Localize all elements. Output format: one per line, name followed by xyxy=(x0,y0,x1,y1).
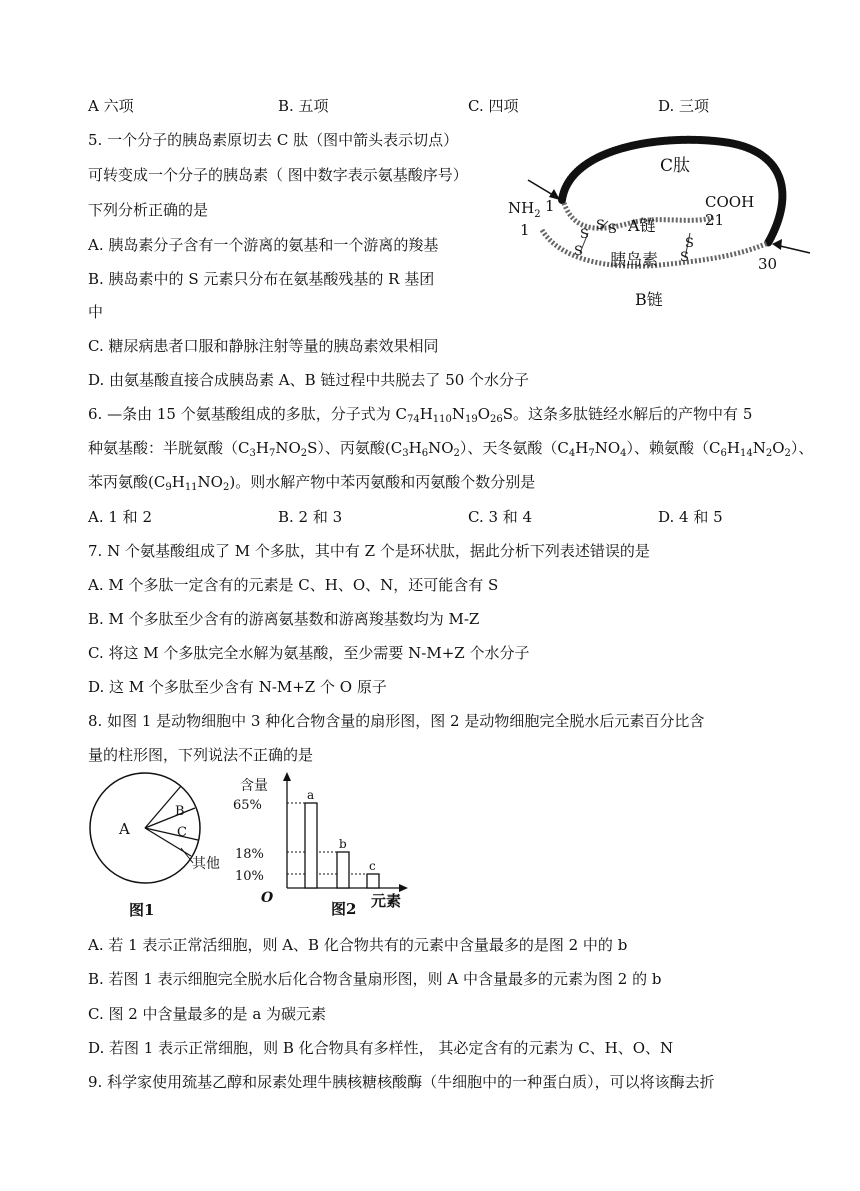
formula-text: )。则水解产物中苯丙氨酸和丙氨酸个数分别是 xyxy=(229,473,536,491)
formula-text: H xyxy=(255,439,269,457)
left-cut-arrow xyxy=(528,180,560,200)
figure-1-pie xyxy=(85,770,225,930)
sulfur-label: S xyxy=(580,227,589,242)
bar-label-c: c xyxy=(369,859,376,873)
q5-option-d: D. 由氨基酸直接合成胰岛素 A、B 链过程中共脱去了 50 个水分子 xyxy=(88,371,530,389)
q7-option-d: D. 这 M 个多肽至少含有 N-M+Z 个 O 原子 xyxy=(88,678,387,696)
fig2-ylabel: 含量 xyxy=(240,778,268,794)
figure-2-caption: 图2 xyxy=(331,900,357,918)
q4-option-d: D. 三项 xyxy=(658,97,710,115)
q7-stem: 7. N 个氨基酸组成了 M 个多肽，其中有 Z 个是环状肽，据此分析下列表述错误的是 xyxy=(88,542,650,560)
q5-option-a: A. 胰岛素分子含有一个游离的氨基和一个游离的羧基 xyxy=(88,236,439,254)
formula-text: H xyxy=(408,439,422,457)
formula-text: H xyxy=(171,473,185,491)
bar-label-b: b xyxy=(339,837,347,851)
formula-text: ）、赖氨酸（C xyxy=(626,439,721,457)
formula-subscript: 2 xyxy=(765,448,773,459)
a-chain-start-number: 1 xyxy=(545,197,555,215)
pie-label-other: 其他 xyxy=(192,856,220,872)
q8-stem-line-1: 8. 如图 1 是动物细胞中 3 种化合物含量的扇形图，图 2 是动物细胞完全脱水后元素百分比含 xyxy=(88,712,705,730)
formula-text: ）、 xyxy=(790,439,814,457)
pie-label-c: C xyxy=(177,825,187,840)
formula-subscript: 6 xyxy=(421,448,429,459)
q7-option-c: C. 将这 M 个多肽完全水解为氨基酸，至少需要 N-M+Z 个水分子 xyxy=(88,644,530,662)
sulfur-label: S xyxy=(685,236,694,251)
q6-option-c: C. 3 和 4 xyxy=(468,508,533,526)
formula-subscript: 14 xyxy=(740,448,753,459)
sulfur-label: S xyxy=(680,250,689,265)
q4-option-b: B. 五项 xyxy=(278,97,329,115)
fig2-tick-10: 10% xyxy=(235,869,264,884)
formula-text: H xyxy=(726,439,740,457)
pie-label-a: A xyxy=(119,820,130,838)
bar-b xyxy=(337,852,349,888)
a-chain-label: A链 xyxy=(628,216,656,235)
q5-stem-line-2: 可转变成一个分子的胰岛素（ 图中数字表示氨基酸序号） xyxy=(88,166,468,184)
q6-stem-line-1: 6. —条由 15 个氨基酸组成的多肽，分子式为 $C_{74}H_{110}N_{19}O_{26}S$。这条多肽链经水解后的产物中有 5 xyxy=(88,405,753,425)
q5-option-c: C. 糖尿病患者口服和静脉注射等量的胰岛素效果相同 xyxy=(88,337,439,355)
bar-c xyxy=(367,874,379,888)
q8-option-a: A. 若 1 表示正常活细胞，则 A、B 化合物共有的元素中含量最多的是图 2 中的 b xyxy=(88,936,628,954)
q6-option-b: B. 2 和 3 xyxy=(278,508,343,526)
formula-subscript: 9 xyxy=(165,482,172,493)
formula-subscript: 2 xyxy=(453,448,460,459)
bar-label-a: a xyxy=(307,788,315,802)
formula-subscript: 3 xyxy=(402,448,409,459)
pie-label-b: B xyxy=(175,804,185,819)
figure-1-caption: 图1 xyxy=(129,901,155,919)
a-chain-end-number: 21 xyxy=(705,211,725,229)
formula-text: O xyxy=(772,439,785,457)
formula-subscript: 3 xyxy=(249,448,256,459)
formula-text: NO xyxy=(428,439,454,457)
formula-text: NO xyxy=(594,439,621,457)
formula-text: 种氨基酸：半胱氨酸（C xyxy=(88,439,250,457)
fig2-tick-65: 65% xyxy=(233,798,262,813)
formula-text: 苯丙氨酸(C xyxy=(88,473,166,491)
fig2-tick-18: 18% xyxy=(235,847,264,862)
formula-text: ）、天冬氨酸（C xyxy=(459,439,569,457)
formula-subscript: 4 xyxy=(568,448,576,459)
insulin-label: 胰岛素 xyxy=(610,250,659,269)
formula-subscript: 2 xyxy=(784,448,791,459)
b-chain-end-number: 30 xyxy=(758,255,778,273)
formula-subscript: 7 xyxy=(268,448,276,459)
right-cut-arrow xyxy=(772,239,810,253)
formula-text: H xyxy=(575,439,589,457)
q5-stem-line-1: 5. 一个分子的胰岛素原切去 C 肽（图中箭头表示切点） xyxy=(88,131,459,149)
q5-option-b-cont: 中 xyxy=(88,303,104,321)
q5-stem-line-3: 下列分析正确的是 xyxy=(88,201,209,219)
sulfur-label: S xyxy=(596,218,605,233)
cooh-label: COOH xyxy=(705,193,755,211)
formula-text: N xyxy=(752,439,766,457)
formula-subscript: 7 xyxy=(588,448,595,459)
q6-option-a: A. 1 和 2 xyxy=(88,508,152,526)
b-chain-label: B链 xyxy=(635,290,663,309)
sulfur-label: S xyxy=(608,222,617,237)
q8-option-d: D. 若图 1 表示正常细胞，则 B 化合物具有多样性， 其必定含有的元素为 C、H、O、N xyxy=(88,1039,674,1057)
q6-option-d: D. 4 和 5 xyxy=(658,508,723,526)
formula-subscript: 4 xyxy=(620,448,627,459)
fig2-xlabel: 元素 xyxy=(371,892,402,910)
q9-stem: 9. 科学家使用巯基乙醇和尿素处理牛胰核糖核酸酶（牛细胞中的一种蛋白质），可以将该酶去折 xyxy=(88,1073,715,1091)
insulin-diagram xyxy=(500,125,820,315)
q8-option-c: C. 图 2 中含量最多的是 a 为碳元素 xyxy=(88,1005,327,1023)
figure-2-bar xyxy=(225,770,415,920)
formula-subscript: 11 xyxy=(184,482,198,493)
b-chain-start-number: 1 xyxy=(520,221,530,239)
nh2-label: $NH_2$ xyxy=(508,199,541,220)
q4-option-c: C. 四项 xyxy=(468,97,519,115)
q7-option-b: B. M 个多肽至少含有的游离氨基数和游离羧基数均为 M-Z xyxy=(88,610,480,628)
q8-option-b: B. 若图 1 表示细胞完全脱水后化合物含量扇形图，则 A 中含量最多的元素为图 2 的 b xyxy=(88,970,662,988)
formula-text: NO xyxy=(197,473,223,491)
fig2-origin: O xyxy=(261,890,274,906)
q6-stem-line-2 xyxy=(88,438,813,458)
q7-option-a: A. M 个多肽一定含有的元素是 C、H、O、N，还可能含有 S xyxy=(88,576,499,594)
formula-subscript: 2 xyxy=(300,448,308,459)
q4-option-a: A 六项 xyxy=(88,97,134,115)
formula-text: S）、丙氨酸(C xyxy=(307,439,403,457)
q5-option-b: B. 胰岛素中的 S 元素只分布在氨基酸残基的 R 基团 xyxy=(88,270,435,288)
bar-a xyxy=(305,803,317,888)
formula-subscript: 2 xyxy=(222,482,230,493)
formula-text: NO xyxy=(275,439,301,457)
sulfur-label: S xyxy=(574,244,583,259)
q6-stem-line-3 xyxy=(88,472,535,492)
formula-subscript: 6 xyxy=(720,448,727,459)
c-peptide-label: C肽 xyxy=(660,156,691,176)
q8-stem-line-2: 量的柱形图，下列说法不正确的是 xyxy=(88,746,314,764)
